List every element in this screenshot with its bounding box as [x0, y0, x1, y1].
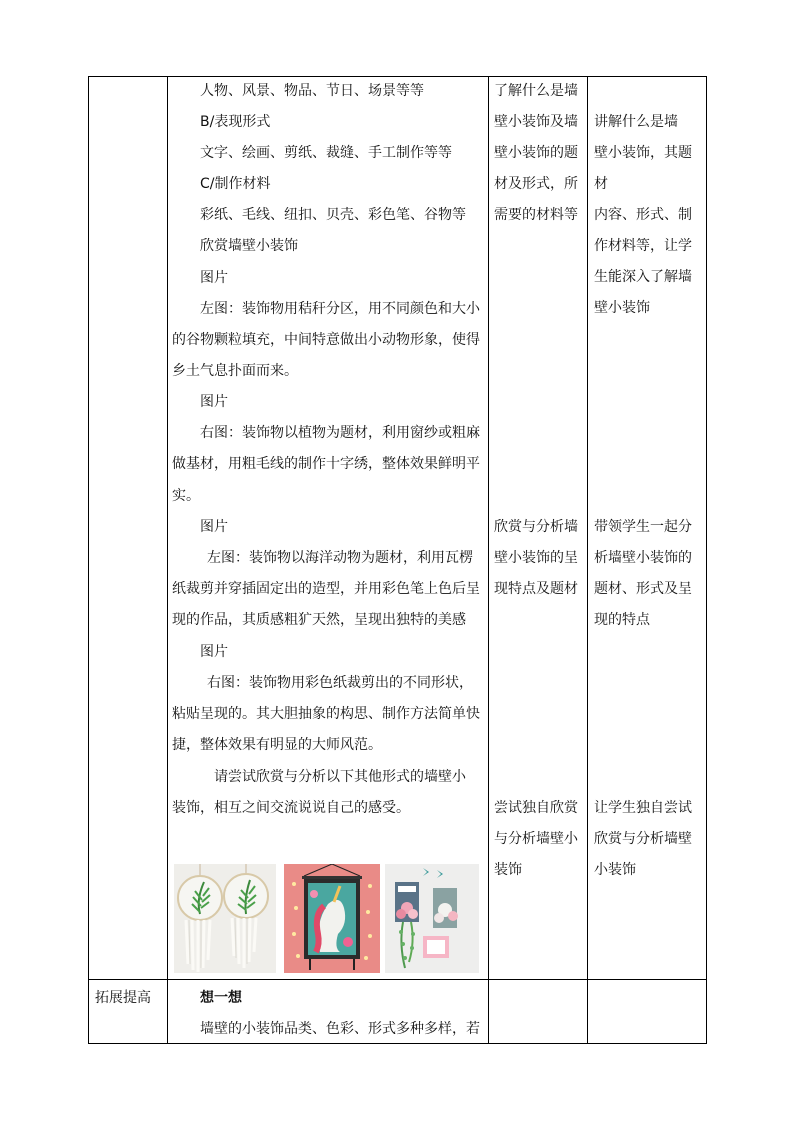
text-line: 带领学生一起分 [594, 519, 692, 535]
text-line: 内容、形式、制 [594, 207, 692, 223]
text-line: 作材料等，让学 [594, 238, 692, 254]
text-line: 左图：装饰物以海洋动物为题材，利用瓦楞 [207, 550, 473, 566]
text-line: 请尝试欣赏与分析以下其他形式的墙壁小 [214, 769, 466, 785]
text-line: 左图：装饰物用秸秆分区，用不同颜色和大小 [200, 301, 480, 317]
text-line: 装饰，相互之间交流说说自己的感受。 [172, 800, 410, 816]
text-line: 做基材，用粗毛线的制作十字绣，整体效果鲜明平 [172, 456, 480, 472]
text-line: 实。 [172, 488, 200, 504]
text-line: 粘贴呈现的。其大胆抽象的构思、制作方法简单快 [172, 706, 480, 722]
text-line: 捷，整体效果有明显的大师风范。 [172, 737, 382, 753]
text-line: 现的作品，其质感粗犷天然，呈现出独特的美感 [172, 612, 466, 628]
text-line: 纸裁剪并穿插固定出的造型，并用彩色笔上色后呈 [172, 581, 480, 597]
text-line: 欣赏墙壁小装饰 [200, 238, 298, 254]
home-flower-hanging-photo [385, 864, 479, 973]
text-line: 析墙壁小装饰的 [594, 550, 692, 566]
text-line: 乡土气息扑面而来。 [172, 363, 298, 379]
text-line: 文字、绘画、剪纸、裁缝、手工制作等等 [200, 145, 452, 161]
dreamcatcher-photo [174, 864, 276, 973]
text-line: 题材、形式及呈 [594, 581, 692, 597]
col4-block-2 [594, 512, 704, 636]
col4-block-1 [594, 107, 704, 324]
col-border-5 [706, 76, 707, 1044]
col-border-4 [587, 76, 588, 1044]
text-line: B/表现形式 [200, 114, 271, 130]
text-line: 墙壁的小装饰品类、色彩、形式多种多样，若 [200, 1021, 480, 1037]
picture-placeholder: 图片 [200, 394, 228, 410]
row-divider [88, 979, 707, 980]
text-line: 的谷物颗粒填充，中间特意做出小动物形象，使得 [172, 332, 480, 348]
text-line: 小装饰 [594, 862, 636, 878]
text-line: 欣赏与分析墙 [494, 519, 578, 535]
unicorn-tapestry-photo [284, 864, 380, 973]
text-line: 彩纸、毛线、纽扣、贝壳、彩色笔、谷物等 [200, 207, 466, 223]
text-line: 了解什么是墙 [494, 83, 578, 99]
text-line: 人物、风景、物品、节日、场景等等 [200, 83, 424, 99]
text-line: 壁小装饰，其题材 [594, 145, 692, 192]
picture-placeholder: 图片 [200, 644, 228, 660]
text-line: 与分析墙壁小 [494, 831, 578, 847]
text-line: 尝试独自欣赏 [494, 800, 578, 816]
section-heading: 想一想 [200, 990, 242, 1006]
text-line: 装饰 [494, 862, 522, 878]
text-line: 让学生独自尝试 [594, 800, 692, 816]
section-label: 拓展提高 [95, 990, 151, 1006]
picture-placeholder: 图片 [200, 270, 228, 286]
col-border-1 [88, 76, 89, 1044]
text-line: 材及形式，所 [494, 176, 578, 192]
text-line: 现的特点 [594, 612, 650, 628]
text-line: 壁小装饰的呈 [494, 550, 578, 566]
text-line: C/制作材料 [200, 176, 271, 192]
col3-block-1 [494, 76, 584, 231]
text-line: 讲解什么是墙 [594, 114, 678, 130]
text-line: 壁小装饰及墙 [494, 114, 578, 130]
text-line: 欣赏与分析墙壁 [594, 831, 692, 847]
text-line: 右图：装饰物用彩色纸裁剪出的不同形状， [207, 675, 473, 691]
col4-block-3 [594, 793, 704, 886]
text-line: 壁小装饰 [594, 300, 650, 316]
col3-block-2 [494, 512, 584, 605]
text-line: 生能深入了解墙 [594, 269, 692, 285]
col3-block-3 [494, 793, 584, 886]
text-line: 右图：装饰物以植物为题材，利用窗纱或粗麻 [200, 425, 480, 441]
text-line: 需要的材料等 [494, 207, 578, 223]
col-border-3 [488, 76, 489, 1044]
text-line: 现特点及题材 [494, 581, 578, 597]
picture-placeholder: 图片 [200, 519, 228, 535]
text-line: 壁小装饰的题 [494, 145, 578, 161]
col-border-2 [167, 76, 168, 1044]
